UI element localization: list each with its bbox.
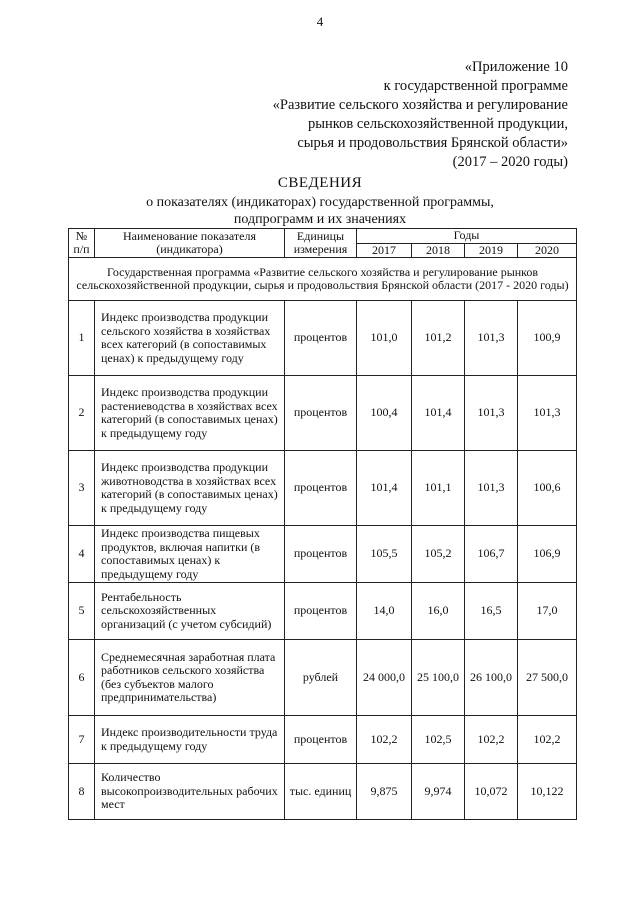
value-cell: 26 100,0	[465, 640, 518, 716]
row-number-cell: 4	[69, 526, 95, 583]
value-cell: 106,7	[465, 526, 518, 583]
unit-cell: тыс. единиц	[285, 764, 357, 820]
program-title-cell: Государственная программа «Развитие сельского хозяйства и регулирование рынков сельскохозяйственной продукции, сырья и продовольствия Брянской области (2017 - 2020 годы)	[69, 258, 577, 301]
appendix-line: (2017 – 2020 годы)	[452, 154, 568, 170]
table-row	[69, 583, 577, 640]
row-number-cell: 1	[69, 301, 95, 376]
unit-cell: процентов	[285, 583, 357, 640]
appendix-line: к государственной программе	[383, 78, 568, 94]
header-year: 2020	[518, 243, 577, 258]
header-name-line: Наименование показателя	[123, 228, 256, 243]
value-cell: 9,875	[357, 764, 412, 820]
header-num-line: №	[75, 228, 88, 243]
value-cell: 16,5	[465, 583, 518, 640]
appendix-line: «Развитие сельского хозяйства и регулирование	[272, 97, 568, 113]
value-cell: 101,0	[357, 301, 412, 376]
header-year: 2017	[357, 243, 412, 258]
value-cell: 102,2	[518, 716, 577, 764]
indicator-name-cell: Количество высокопроизводительных рабочих мест	[95, 764, 285, 820]
unit-cell: рублей	[285, 640, 357, 716]
value-cell: 102,2	[357, 716, 412, 764]
value-cell: 102,2	[465, 716, 518, 764]
value-cell: 100,9	[518, 301, 577, 376]
indicator-name-cell: Среднемесячная заработная плата работников сельского хозяйства (без субъектов малого предпринимательства)	[95, 640, 285, 716]
header-num-cell	[69, 229, 95, 258]
value-cell: 101,3	[518, 376, 577, 451]
value-cell: 27 500,0	[518, 640, 577, 716]
header-year: 2018	[412, 243, 465, 258]
indicator-name-cell: Рентабельность сельскохозяйственных организаций (с учетом субсидий)	[95, 583, 285, 640]
value-cell: 10,122	[518, 764, 577, 820]
header-year: 2019	[465, 243, 518, 258]
table-row	[69, 764, 577, 820]
row-number-cell: 5	[69, 583, 95, 640]
header-years-label: Годы	[357, 229, 577, 244]
appendix-line: «Приложение 10	[464, 59, 568, 75]
value-cell: 10,072	[465, 764, 518, 820]
document-subtitle	[0, 194, 640, 228]
table-row	[69, 301, 577, 376]
indicator-name-cell: Индекс производства продукции животноводства в хозяйствах всех категорий (в сопоставимых ценах) к предыдущему году	[95, 451, 285, 526]
value-cell: 101,4	[357, 451, 412, 526]
unit-cell: процентов	[285, 301, 357, 376]
indicator-name-cell: Индекс производства пищевых продуктов, включая напитки (в сопоставимых ценах) к предыдущему году	[95, 526, 285, 583]
value-cell: 101,1	[412, 451, 465, 526]
value-cell: 101,2	[412, 301, 465, 376]
program-row	[69, 258, 577, 301]
appendix-line: сырья и продовольствия Брянской области»	[297, 135, 568, 151]
value-cell: 101,3	[465, 376, 518, 451]
value-cell: 25 100,0	[412, 640, 465, 716]
indicator-name-cell: Индекс производства продукции сельского хозяйства в хозяйствах всех категорий (в сопоставимых ценах) к предыдущему году	[95, 301, 285, 376]
value-cell: 101,3	[465, 451, 518, 526]
value-cell: 100,4	[357, 376, 412, 451]
indicator-name-cell: Индекс производства продукции растениеводства в хозяйствах всех категорий (в сопоставимых ценах) к предыдущему году	[95, 376, 285, 451]
subtitle-line: подпрограмм и их значениях	[233, 212, 407, 227]
table-row	[69, 526, 577, 583]
table-row	[69, 640, 577, 716]
value-cell: 16,0	[412, 583, 465, 640]
value-cell: 9,974	[412, 764, 465, 820]
value-cell: 101,3	[465, 301, 518, 376]
value-cell: 102,5	[412, 716, 465, 764]
row-number-cell: 6	[69, 640, 95, 716]
unit-cell: процентов	[285, 716, 357, 764]
header-num-line: п/п	[73, 242, 90, 256]
page-number: 4	[316, 14, 324, 29]
value-cell: 24 000,0	[357, 640, 412, 716]
document-title: СВЕДЕНИЯ	[277, 175, 363, 191]
unit-cell: процентов	[285, 526, 357, 583]
header-name-cell	[95, 229, 285, 258]
value-cell: 105,2	[412, 526, 465, 583]
table-row	[69, 716, 577, 764]
subtitle-line: о показателях (индикаторах) государственной программы,	[146, 195, 494, 210]
value-cell: 106,9	[518, 526, 577, 583]
table-row	[69, 451, 577, 526]
header-unit-line: измерения	[293, 242, 348, 256]
appendix-block	[148, 58, 568, 172]
value-cell: 101,4	[412, 376, 465, 451]
header-name-line: (индикатора)	[156, 242, 223, 256]
header-unit-cell	[285, 229, 357, 258]
value-cell: 100,6	[518, 451, 577, 526]
header-unit-line: Единицы	[296, 228, 345, 243]
unit-cell: процентов	[285, 451, 357, 526]
header-row	[69, 229, 577, 244]
value-cell: 17,0	[518, 583, 577, 640]
row-number-cell: 2	[69, 376, 95, 451]
appendix-line: рынков сельскохозяйственной продукции,	[308, 116, 568, 132]
row-number-cell: 3	[69, 451, 95, 526]
unit-cell: процентов	[285, 376, 357, 451]
indicators-table	[68, 228, 577, 820]
row-number-cell: 8	[69, 764, 95, 820]
value-cell: 105,5	[357, 526, 412, 583]
row-number-cell: 7	[69, 716, 95, 764]
value-cell: 14,0	[357, 583, 412, 640]
indicator-name-cell: Индекс производительности труда к предыдущему году	[95, 716, 285, 764]
table-row	[69, 376, 577, 451]
